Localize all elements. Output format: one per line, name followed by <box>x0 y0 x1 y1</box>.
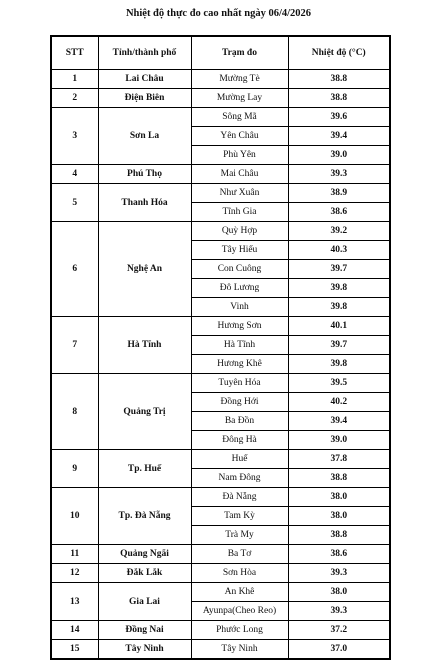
stt-cell: 6 <box>51 222 98 317</box>
temperature-cell: 38.9 <box>288 184 390 203</box>
temperature-cell: 38.8 <box>288 469 390 488</box>
temperature-table <box>50 35 391 660</box>
temperature-cell: 37.8 <box>288 450 390 469</box>
temperature-cell: 39.0 <box>288 146 390 165</box>
table-row <box>51 184 390 203</box>
temperature-cell: 38.8 <box>288 526 390 545</box>
temperature-cell: 38.8 <box>288 89 390 108</box>
header-stt: STT <box>51 36 98 70</box>
station-cell: Hà Tĩnh <box>191 336 288 355</box>
station-cell: Nam Đông <box>191 469 288 488</box>
table-row <box>51 545 390 564</box>
province-cell: Hà Tĩnh <box>98 317 191 374</box>
province-cell: Đắk Lắk <box>98 564 191 583</box>
station-cell: Ba Tơ <box>191 545 288 564</box>
station-cell: Ayunpa(Cheo Reo) <box>191 602 288 621</box>
stt-cell: 2 <box>51 89 98 108</box>
stt-cell: 11 <box>51 545 98 564</box>
temperature-cell: 38.0 <box>288 507 390 526</box>
stt-cell: 5 <box>51 184 98 222</box>
station-cell: Hương Khê <box>191 355 288 374</box>
station-cell: Mường Lay <box>191 89 288 108</box>
temperature-cell: 37.0 <box>288 640 390 660</box>
table-row <box>51 222 390 241</box>
station-cell: Vinh <box>191 298 288 317</box>
province-cell: Gia Lai <box>98 583 191 621</box>
station-cell: Tĩnh Gia <box>191 203 288 222</box>
station-cell: Sông Mã <box>191 108 288 127</box>
table-row <box>51 89 390 108</box>
table-row <box>51 317 390 336</box>
table-row <box>51 564 390 583</box>
province-cell: Sơn La <box>98 108 191 165</box>
table-row <box>51 488 390 507</box>
temperature-cell: 39.4 <box>288 412 390 431</box>
station-cell: Quỳ Hợp <box>191 222 288 241</box>
station-cell: Ba Đồn <box>191 412 288 431</box>
station-cell: Như Xuân <box>191 184 288 203</box>
station-cell: Đà Nẵng <box>191 488 288 507</box>
stt-cell: 15 <box>51 640 98 660</box>
station-cell: Phước Long <box>191 621 288 640</box>
table-row <box>51 640 390 660</box>
station-cell: Hương Sơn <box>191 317 288 336</box>
header-station: Trạm đo <box>191 36 288 70</box>
station-cell: Tam Kỳ <box>191 507 288 526</box>
table-row <box>51 108 390 127</box>
temperature-cell: 39.3 <box>288 165 390 184</box>
temperature-cell: 39.6 <box>288 108 390 127</box>
station-cell: Đô Lương <box>191 279 288 298</box>
temperature-cell: 39.7 <box>288 336 390 355</box>
station-cell: An Khê <box>191 583 288 602</box>
province-cell: Thanh Hóa <box>98 184 191 222</box>
stt-cell: 7 <box>51 317 98 374</box>
province-cell: Nghệ An <box>98 222 191 317</box>
temperature-cell: 39.8 <box>288 355 390 374</box>
table-header-row <box>51 36 390 70</box>
temperature-cell: 39.8 <box>288 279 390 298</box>
station-cell: Đồng Hới <box>191 393 288 412</box>
province-cell: Tp. Đà Nẵng <box>98 488 191 545</box>
temperature-cell: 38.6 <box>288 545 390 564</box>
table-row <box>51 70 390 89</box>
stt-cell: 12 <box>51 564 98 583</box>
province-cell: Phú Thọ <box>98 165 191 184</box>
table-row <box>51 374 390 393</box>
header-province: Tỉnh/thành phố <box>98 36 191 70</box>
station-cell: Tuyên Hóa <box>191 374 288 393</box>
station-cell: Trà My <box>191 526 288 545</box>
temperature-cell: 39.0 <box>288 431 390 450</box>
temperature-cell: 40.1 <box>288 317 390 336</box>
temperature-cell: 39.5 <box>288 374 390 393</box>
temperature-cell: 40.3 <box>288 241 390 260</box>
temperature-cell: 39.2 <box>288 222 390 241</box>
stt-cell: 14 <box>51 621 98 640</box>
temperature-cell: 39.8 <box>288 298 390 317</box>
temperature-cell: 39.3 <box>288 564 390 583</box>
station-cell: Sơn Hòa <box>191 564 288 583</box>
temperature-cell: 37.2 <box>288 621 390 640</box>
province-cell: Quảng Trị <box>98 374 191 450</box>
temperature-cell: 40.2 <box>288 393 390 412</box>
stt-cell: 9 <box>51 450 98 488</box>
stt-cell: 10 <box>51 488 98 545</box>
stt-cell: 13 <box>51 583 98 621</box>
document-title: Nhiệt độ thực đo cao nhất ngày 06/4/2026 <box>125 8 312 19</box>
province-cell: Điện Biên <box>98 89 191 108</box>
table-row <box>51 621 390 640</box>
station-cell: Tây Hiếu <box>191 241 288 260</box>
province-cell: Lai Châu <box>98 70 191 89</box>
stt-cell: 8 <box>51 374 98 450</box>
table-row <box>51 583 390 602</box>
temperature-cell: 38.6 <box>288 203 390 222</box>
station-cell: Mai Châu <box>191 165 288 184</box>
table-row <box>51 165 390 184</box>
station-cell: Con Cuông <box>191 260 288 279</box>
station-cell: Yên Châu <box>191 127 288 146</box>
temperature-cell: 39.4 <box>288 127 390 146</box>
station-cell: Mường Tè <box>191 70 288 89</box>
province-cell: Tây Ninh <box>98 640 191 660</box>
station-cell: Tây Ninh <box>191 640 288 660</box>
stt-cell: 3 <box>51 108 98 165</box>
province-cell: Quảng Ngãi <box>98 545 191 564</box>
province-cell: Đồng Nai <box>98 621 191 640</box>
station-cell: Đông Hà <box>191 431 288 450</box>
temperature-cell: 38.0 <box>288 488 390 507</box>
stt-cell: 4 <box>51 165 98 184</box>
temperature-cell: 38.8 <box>288 70 390 89</box>
temperature-cell: 38.0 <box>288 583 390 602</box>
temperature-cell: 39.7 <box>288 260 390 279</box>
table-row <box>51 450 390 469</box>
temperature-cell: 39.3 <box>288 602 390 621</box>
province-cell: Tp. Huế <box>98 450 191 488</box>
station-cell: Huế <box>191 450 288 469</box>
stt-cell: 1 <box>51 70 98 89</box>
station-cell: Phù Yên <box>191 146 288 165</box>
table-body <box>51 70 390 660</box>
header-temperature: Nhiệt độ (°C) <box>288 36 390 70</box>
